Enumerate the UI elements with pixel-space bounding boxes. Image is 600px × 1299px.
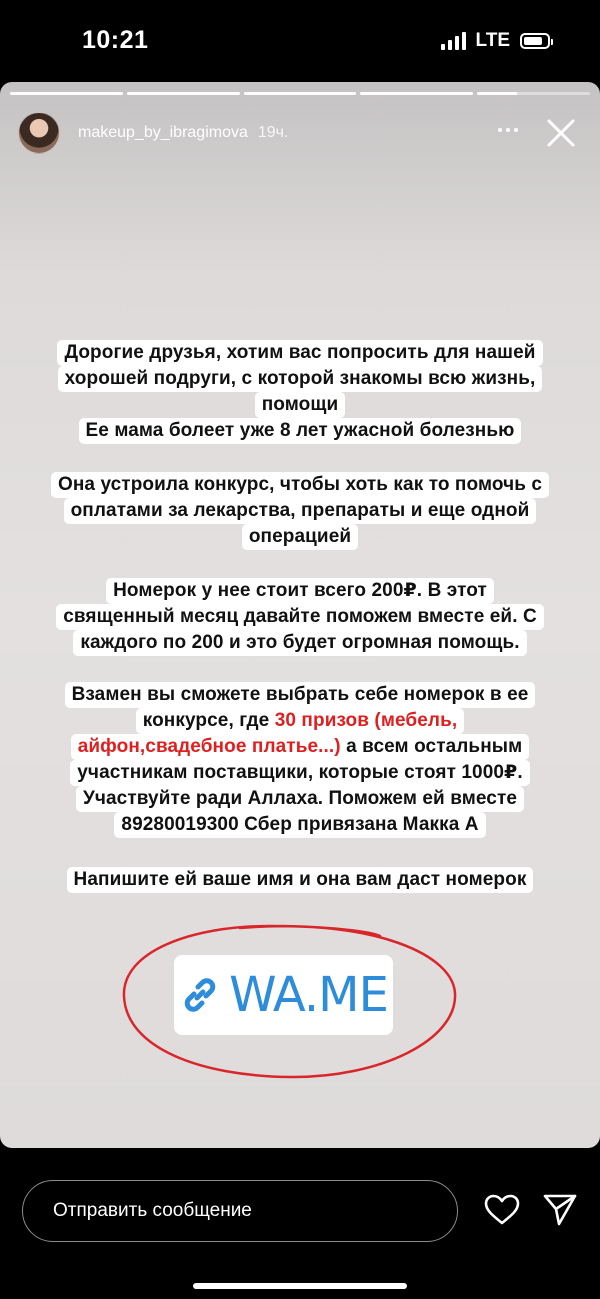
text-line: священный месяц давайте поможем вместе ей. С [56,604,544,630]
carrier-label: LTE [475,30,510,51]
story-header [18,112,590,154]
text-line: помощи [255,392,346,418]
text-line: 89280019300 Сбер привязана Макка А [114,812,485,838]
status-indicators [441,30,550,52]
story-progress-bar [10,92,590,95]
message-placeholder: Отправить сообщение [53,1200,252,1221]
progress-segment [477,92,590,95]
link-sticker[interactable] [174,955,393,1035]
close-icon[interactable] [544,116,578,150]
more-icon[interactable] [498,128,518,132]
text-line: Взамен вы сможете выбрать себе номерок в ее [65,682,536,708]
paragraph-4 [0,682,600,838]
progress-fill [127,92,240,95]
paragraph-2 [0,472,600,550]
story-time-ago: 19ч. [257,124,289,141]
text-line: оплатами за лекарства, препараты и еще одной [64,498,537,524]
text-segment: конкурсе, где [142,710,275,731]
avatar[interactable] [18,112,60,154]
paragraph-5 [0,867,600,893]
text-line [136,708,465,734]
heart-icon[interactable] [484,1194,520,1226]
text-line [71,734,530,760]
send-icon[interactable] [542,1192,578,1228]
text-line: Номерок у нее стоит всего 200₽. В этот [106,578,494,604]
progress-segment [360,92,473,95]
progress-segment [10,92,123,95]
text-segment: а всем остальным [340,736,523,757]
message-input[interactable] [22,1180,458,1242]
text-line: Участвуйте ради Аллаха. Поможем ей вместе [76,786,524,812]
text-line: каждого по 200 и это будет огромная помощь. [73,630,526,656]
link-icon [179,974,221,1016]
progress-segment [127,92,240,95]
status-bar [0,0,600,80]
signal-icon [441,32,466,50]
progress-segment [244,92,357,95]
text-line: участникам поставщики, которые стоят 1000₽. [70,760,529,786]
highlight-text: айфон,свадебное платье...) [77,736,341,757]
progress-fill [244,92,357,95]
progress-fill [360,92,473,95]
status-time: 10:21 [82,26,149,54]
reply-bar [0,1148,600,1299]
link-label: WA.ME [229,967,388,1023]
text-line: Напишите ей ваше имя и она вам даст номерок [67,867,534,893]
paragraph-1 [0,340,600,444]
home-indicator[interactable] [193,1283,407,1289]
highlight-text: 30 призов (мебель, [274,710,458,731]
story-username[interactable]: makeup_by_ibragimova [78,124,248,141]
paragraph-3 [0,578,600,656]
progress-fill [10,92,123,95]
text-line: Дорогие друзья, хотим вас попросить для нашей [57,340,542,366]
progress-fill [477,92,516,95]
battery-level [524,37,542,45]
text-line: операцией [242,524,358,550]
text-line: Она устроила конкурс, чтобы хоть как то помочь с [51,472,549,498]
battery-icon [520,33,550,49]
text-line: хорошей подруги, с которой знакомы всю жизнь, [58,366,543,392]
text-line: Ее мама болеет уже 8 лет ужасной болезнью [79,418,522,444]
